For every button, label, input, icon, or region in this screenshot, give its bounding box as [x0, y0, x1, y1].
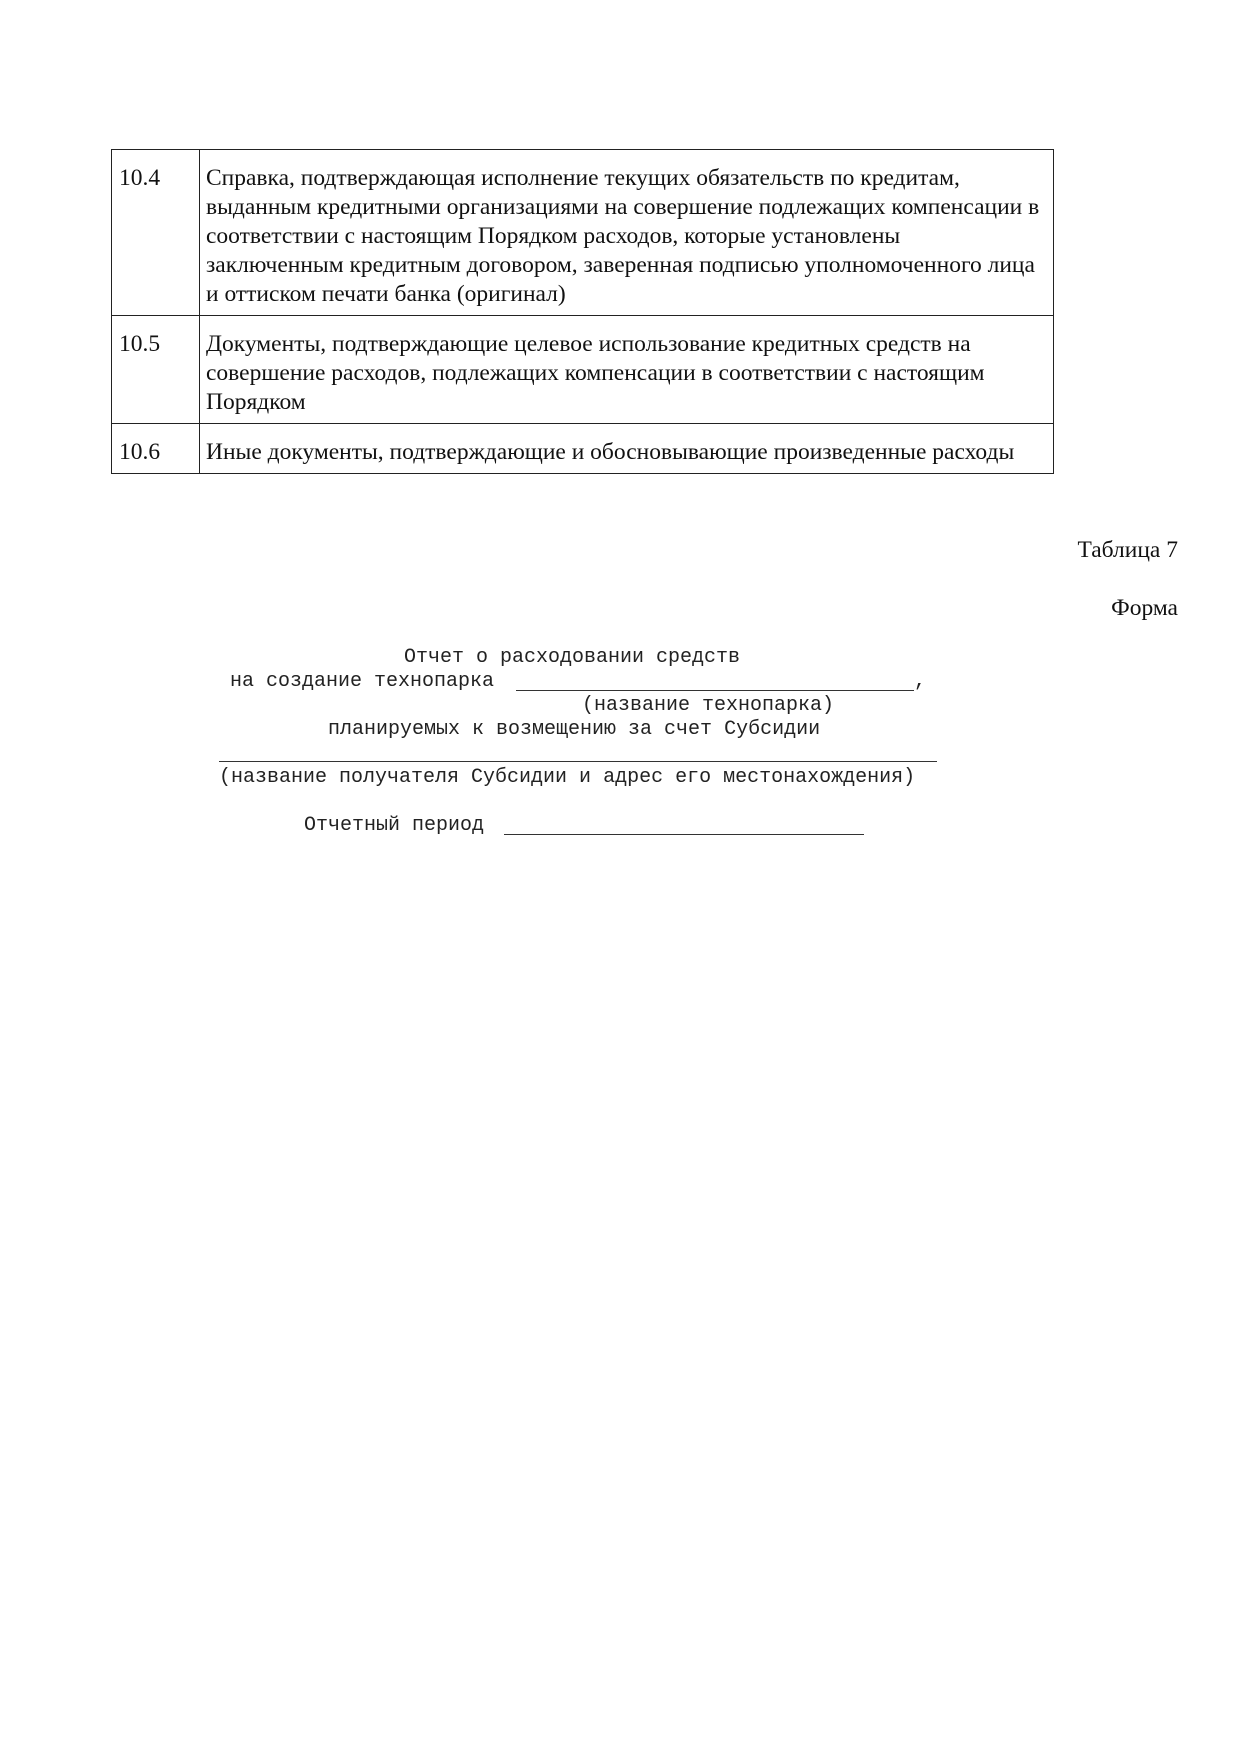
- table-caption: Таблица 7: [1077, 537, 1178, 563]
- report-title-line2-prefix: на создание технопарка: [230, 670, 495, 693]
- period-label: Отчетный период: [304, 814, 485, 837]
- technopark-name-field[interactable]: [516, 690, 914, 691]
- row-number: 10.6: [112, 424, 200, 474]
- recipient-name-field[interactable]: [219, 761, 937, 762]
- row-number: 10.4: [112, 150, 200, 316]
- row-text: Справка, подтверждающая исполнение текущих обязательств по кредитам, выданным кредитными организациями на совершение подлежащих компенсации в соответствии с настоящим Порядком расходов, которые установлены заключенным кредитным договором, заверенная подписью уполномоченного лица и оттиском печати банка (оригинал): [200, 150, 1054, 316]
- row-number: 10.5: [112, 316, 200, 424]
- table-row: [112, 150, 1054, 316]
- technopark-name-hint: (название технопарка): [582, 694, 835, 717]
- row-text: Документы, подтверждающие целевое использование кредитных средств на совершение расходов, подлежащих компенсации в соответствии с настоящим Порядком: [200, 316, 1054, 424]
- recipient-name-hint: (название получателя Субсидии и адрес его местонахождения): [219, 766, 916, 789]
- period-field[interactable]: [504, 834, 864, 835]
- form-label: Форма: [1111, 595, 1178, 621]
- table-row: [112, 316, 1054, 424]
- report-title-line2-suffix: ,: [914, 670, 927, 693]
- report-title-line3: планируемых к возмещению за счет Субсидии: [328, 718, 821, 741]
- row-text: Иные документы, подтверждающие и обосновывающие произведенные расходы: [200, 424, 1054, 474]
- table-row: [112, 424, 1054, 474]
- report-title-line1: Отчет о расходовании средств: [404, 646, 741, 669]
- documents-table: [111, 149, 1054, 474]
